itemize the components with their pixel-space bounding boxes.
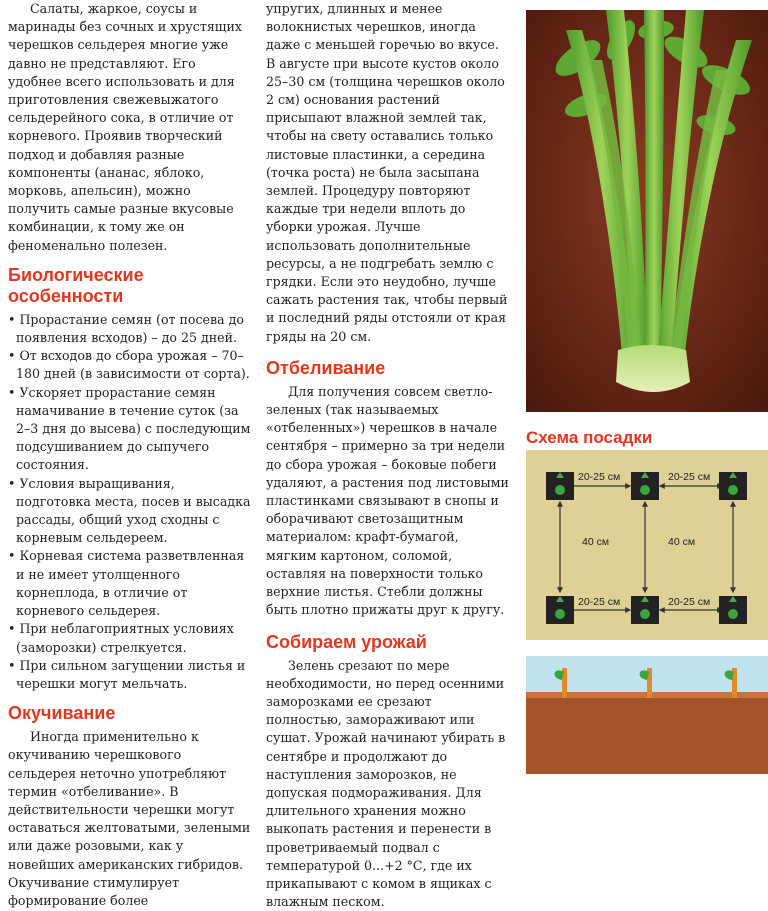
list-item: • Ускоряет прорастание семян намачивание в течение суток (за 2–3 дня до высева) с последующим подсушиванием до сыпучего состояния. (8, 384, 253, 475)
heading-bleaching: Отбеливание (266, 358, 511, 379)
hilling-continued-paragraph: упругих, длинных и менее волокнистых черешков, иногда даже с меньшей горечью во вкусе. В августе при высоте кустов около 25–30 см (толщина черешков около 2 см) основания растений присыпают влажной землей так, чтобы на свету оставались только листовые пластинки, а середина (точка роста) не была засыпана землей. Процедуру повторяют каждые три недели вплоть до уборки урожая. Лучше использовать дополнительные ресурсы, а не подгребать землю с грядки. Если это неудобно, лучше сажать растения так, чтобы первый и последний ряды отстояли от края гряды на 20 см. (266, 0, 511, 346)
spacing-label: 20-25 см (578, 471, 620, 483)
heading-biological: Биологические особенности (8, 265, 168, 307)
list-item: • При неблагоприятных условиях (заморозки) стрелкуется. (8, 620, 253, 656)
plant-icon (546, 596, 574, 624)
list-item: • При сильном загущении листья и черешки могут мельчать. (8, 657, 253, 693)
planting-scheme-diagram (526, 450, 768, 640)
plant-icon (719, 472, 747, 500)
plant-icon (631, 472, 659, 500)
intro-paragraph: Салаты, жаркое, соусы и маринады без сочных и хрустящих черешков сельдерея многие уже давно не представляют. Его удобнее всего использовать и для приготовления свежевыжатого сельдерейного сока, в отличие от корневого. Проявив творческий подход и добавляя разные компоненты (ананас, яблоко, морковь, апельсин), можно получить самые разные вкусовые комбинации, к тому же он феноменально полезен. (8, 0, 253, 255)
biological-features-list (8, 311, 253, 693)
list-item: • Условия выращивания, подготовка места, посев и высадка рассады, общий уход сходны с корневым сельдереем. (8, 475, 253, 548)
row-spacing-label: 40 см (668, 536, 695, 548)
spacing-label: 20-25 см (668, 471, 710, 483)
plant-icon (546, 472, 574, 500)
list-item: • Корневая система разветвленная и не имеет утолщенного корнеплода, в отличие от корневого сельдерея. (8, 547, 253, 620)
soil-profile-diagram (526, 656, 768, 774)
celery-photo (526, 10, 768, 412)
plant-icon (719, 596, 747, 624)
list-item: • От всходов до сбора урожая – 70–180 дней (в зависимости от сорта). (8, 347, 253, 383)
row-spacing-label: 40 см (582, 536, 609, 548)
spacing-label: 20-25 см (668, 596, 710, 608)
celery-base-icon (616, 345, 690, 392)
list-item: • Прорастание семян (от посева до появления всходов) – до 25 дней. (8, 311, 253, 347)
bleaching-paragraph: Для получения совсем светло-зеленых (так называемых «отбеленных») черешков в начале сентября – примерно за три недели до сбора урожая – боковые побеги удаляют, а растения под листовыми пластинками связывают в снопы и оборачивают светозащитным материалом: крафт-бумагой, мягким картоном, соломой, оставляя на поверхности только верхние листья. Стебли должны быть плотно прижаты друг к другу. (266, 383, 511, 620)
column-middle (266, 0, 511, 911)
heading-hilling: Окучивание (8, 703, 253, 724)
plant-icon (631, 596, 659, 624)
column-left (8, 0, 253, 910)
harvest-paragraph: Зелень срезают по мере необходимости, но перед осенними заморозками ее срезают полностью, замораживают или сушат. Урожай начинают убирать в сентябре и продолжают до наступления заморозков, не допуская подмораживания. Для длительного хранения можно выкопать растения и перенести в проветриваемый подвал с температурой 0...+2 °С, где их прикапывают с комом в ящиках с влажным песком. (266, 657, 511, 911)
heading-harvest: Собираем урожай (266, 632, 511, 653)
spacing-label: 20-25 см (578, 596, 620, 608)
scheme-title: Схема посадки (526, 428, 756, 448)
hilling-paragraph: Иногда применительно к окучиванию черешкового сельдерея неточно употребляют термин «отбеливание». В действительности черешки могут оставаться желтоватыми, зелеными или даже розовыми, как у новейших американских гибридов. Окучивание стимулирует формирование более (8, 728, 253, 910)
